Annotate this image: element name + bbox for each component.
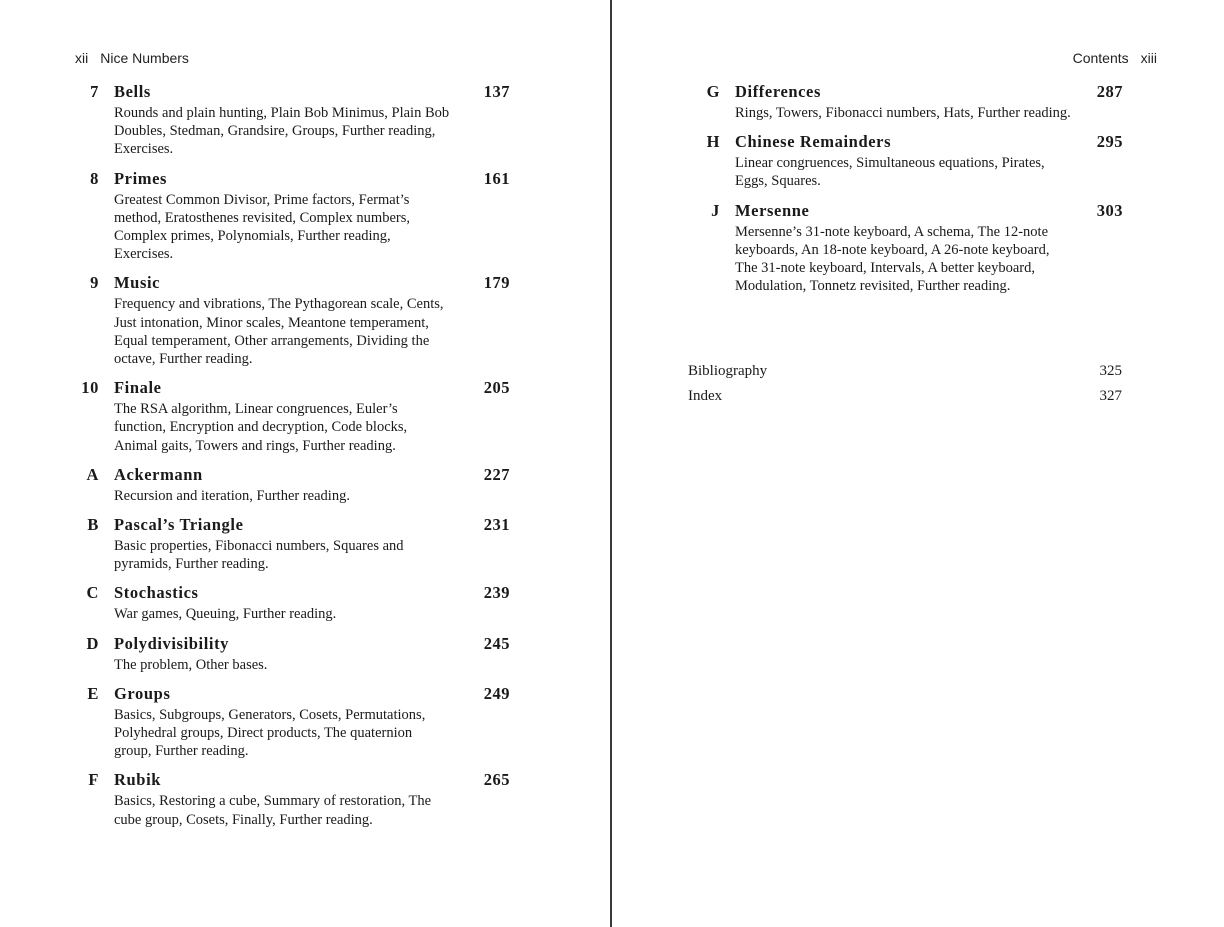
chapter-title: Chinese Remainders xyxy=(735,132,892,152)
toc-entry-heading xyxy=(687,132,1123,152)
chapter-title: Bells xyxy=(114,82,151,101)
toc-entry[interactable] xyxy=(66,634,510,674)
chapter-sections: War games, Queuing, Further reading. xyxy=(114,606,337,623)
chapter-number: A xyxy=(86,464,99,484)
chapter-number: J xyxy=(711,200,720,220)
back-matter-row[interactable] xyxy=(688,359,1122,384)
left-toc xyxy=(66,82,510,839)
chapter-number: E xyxy=(87,683,99,703)
back-matter xyxy=(688,359,1122,409)
back-matter-title: Index xyxy=(688,388,723,404)
toc-entry-heading xyxy=(66,515,510,535)
chapter-number: G xyxy=(706,82,720,101)
chapter-title: Finale xyxy=(114,378,162,398)
toc-entry[interactable] xyxy=(66,82,510,159)
chapter-sections: The RSA algorithm, Linear congruences, Euler’s function, Encryption and decryption, Code blocks, Animal gaits, Towers and rings, Further reading. xyxy=(114,401,408,454)
chapter-page-number: 287 xyxy=(1096,82,1123,101)
chapter-sections: Linear congruences, Simultaneous equations, Pirates, Eggs, Squares. xyxy=(735,155,1045,190)
toc-entry-heading xyxy=(687,201,1123,221)
left-running-title: Nice Numbers xyxy=(100,50,189,66)
chapter-sections: Basic properties, Fibonacci numbers, Squares and pyramids, Further reading. xyxy=(114,538,404,573)
chapter-sections: Mersenne’s 31-note keyboard, A schema, The 12-note keyboards, An 18-note keyboard, A 26-note keyboard, The 31-note keyboard, Intervals, A better keyboard, Modulation, Tonnetz revisited, Further reading. xyxy=(735,223,1050,295)
chapter-number: C xyxy=(86,583,99,603)
toc-entry-heading xyxy=(66,82,510,102)
chapter-number: D xyxy=(86,633,99,653)
left-running-head xyxy=(75,50,189,66)
chapter-number: 8 xyxy=(90,168,99,188)
chapter-sections: Recursion and iteration, Further reading. xyxy=(114,487,350,504)
chapter-number: B xyxy=(87,515,99,535)
chapter-title: Music xyxy=(114,273,161,293)
chapter-page-number: 137 xyxy=(483,82,510,101)
toc-entry[interactable] xyxy=(687,132,1123,190)
right-toc xyxy=(687,82,1123,305)
chapter-sections: The problem, Other bases. xyxy=(114,656,268,673)
chapter-sections: Frequency and vibrations, The Pythagorean scale, Cents, Just intonation, Minor scales, Meantone temperament, Equal temperament, Other arrangements, Dividing the octave, Further reading. xyxy=(114,296,444,368)
chapter-title: Groups xyxy=(114,683,171,703)
chapter-title: Pascal’s Triangle xyxy=(114,515,244,535)
chapter-title: Mersenne xyxy=(735,200,810,220)
chapter-sections: Greatest Common Divisor, Prime factors, Fermat’s method, Eratosthenes revisited, Complex numbers, Complex primes, Polynomials, Further reading, Exercises. xyxy=(114,191,410,263)
toc-entry[interactable] xyxy=(687,82,1123,122)
toc-entry[interactable] xyxy=(66,684,510,761)
toc-entry-heading xyxy=(66,684,510,704)
toc-entry-heading xyxy=(66,583,510,603)
toc-entry-heading xyxy=(66,770,510,790)
chapter-page-number: 303 xyxy=(1096,200,1123,220)
chapter-number: 7 xyxy=(90,82,99,101)
chapter-title: Differences xyxy=(735,82,822,101)
chapter-page-number: 239 xyxy=(483,583,510,603)
chapter-number: 10 xyxy=(81,378,99,398)
toc-entry-heading xyxy=(66,465,510,485)
toc-entry-heading xyxy=(687,82,1123,102)
right-running-title: Contents xyxy=(1072,50,1129,66)
right-running-head xyxy=(1073,50,1157,66)
back-matter-page: 327 xyxy=(1099,388,1122,404)
chapter-title: Rubik xyxy=(114,770,162,790)
back-matter-page: 325 xyxy=(1099,363,1122,379)
left-page-number: xii xyxy=(75,50,89,66)
back-matter-title: Bibliography xyxy=(688,363,768,379)
toc-entry-heading xyxy=(66,273,510,293)
chapter-number: 9 xyxy=(90,273,99,293)
chapter-page-number: 295 xyxy=(1096,132,1123,152)
toc-entry-heading xyxy=(66,169,510,189)
toc-entry[interactable] xyxy=(66,465,510,505)
toc-entry[interactable] xyxy=(66,273,510,368)
chapter-page-number: 265 xyxy=(483,770,510,790)
chapter-title: Ackermann xyxy=(114,464,203,484)
back-matter-row[interactable] xyxy=(688,384,1122,409)
chapter-sections: Basics, Restoring a cube, Summary of restoration, The cube group, Cosets, Finally, Further reading. xyxy=(114,793,432,828)
chapter-page-number: 227 xyxy=(483,464,510,484)
toc-entry[interactable] xyxy=(66,169,510,264)
toc-entry[interactable] xyxy=(66,515,510,573)
chapter-page-number: 161 xyxy=(483,168,510,188)
page-gutter-divider xyxy=(610,0,612,927)
chapter-number: F xyxy=(88,770,99,790)
chapter-sections: Basics, Subgroups, Generators, Cosets, Permutations, Polyhedral groups, Direct products, The quaternion group, Further reading. xyxy=(114,706,426,760)
chapter-page-number: 179 xyxy=(483,273,510,293)
toc-entry[interactable] xyxy=(66,583,510,623)
chapter-page-number: 205 xyxy=(483,378,510,398)
toc-entry-heading xyxy=(66,378,510,398)
chapter-title: Stochastics xyxy=(114,583,199,603)
toc-entry-heading xyxy=(66,634,510,654)
chapter-number: H xyxy=(706,132,720,152)
toc-entry[interactable] xyxy=(66,378,510,455)
chapter-title: Primes xyxy=(114,168,168,188)
chapter-sections: Rings, Towers, Fibonacci numbers, Hats, Further reading. xyxy=(735,105,1071,121)
toc-entry[interactable] xyxy=(66,770,510,828)
right-page xyxy=(613,0,1224,927)
chapter-page-number: 231 xyxy=(483,515,510,535)
chapter-sections: Rounds and plain hunting, Plain Bob Minimus, Plain Bob Doubles, Stedman, Grandsire, Groups, Further reading, Exercises. xyxy=(114,105,450,158)
right-page-number: xiii xyxy=(1140,50,1157,66)
left-page xyxy=(0,0,611,927)
chapter-page-number: 249 xyxy=(483,683,510,703)
toc-entry[interactable] xyxy=(687,201,1123,296)
chapter-title: Polydivisibility xyxy=(114,633,230,653)
chapter-page-number: 245 xyxy=(483,633,510,653)
